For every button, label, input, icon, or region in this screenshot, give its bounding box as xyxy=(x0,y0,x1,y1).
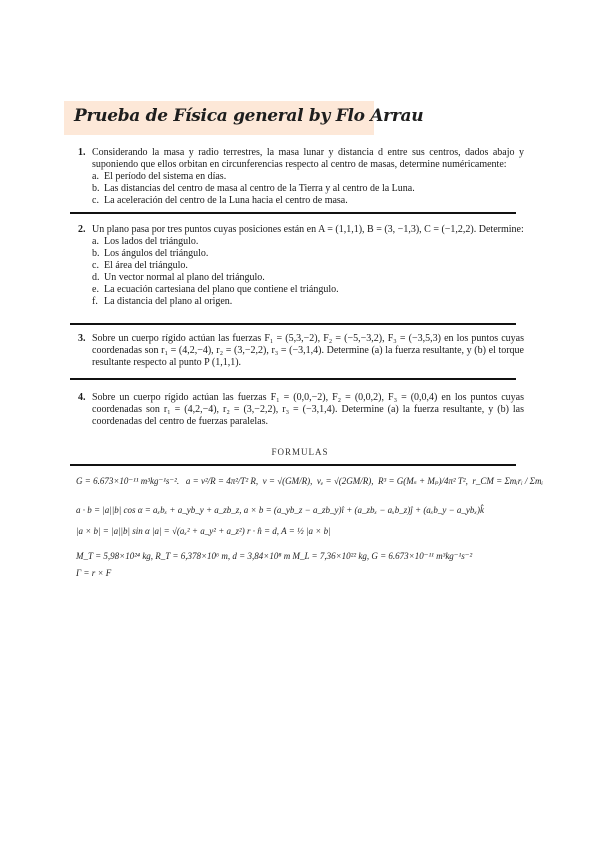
list-item: d. Un vector normal al plano del triángulo. xyxy=(92,272,265,283)
formula-line-3: |a × b| = |a||b| sin α |a| = √(aₓ² + a_y² + a_z²) r · n̂ = d, A = ½ |a × b| xyxy=(76,526,331,536)
list-item: f. La distancia del plano al origen. xyxy=(92,296,233,307)
formula-line-5: Γ = r × F xyxy=(76,568,112,578)
list-item: a. Los lados del triángulo. xyxy=(92,236,199,247)
formula-acceleration: a = v²/R = 4π²/T² R, xyxy=(185,476,259,486)
question-text: Considerando la masa y radio terrestres, la masa lunar y distancia d entre sus centros, dados abajo y suponiendo que ellos orbitan en circunferencias respecto al centro de masas, determine numéricamente: xyxy=(92,147,524,170)
formula-line-1 xyxy=(76,476,543,487)
formula-velocity: v = √(GM/R), xyxy=(262,476,313,486)
list-item: c. La aceleración del centro de la Luna hacia el centro de masa. xyxy=(92,195,348,206)
question-number: 4. xyxy=(78,392,86,403)
question-number: 1. xyxy=(78,147,86,158)
page-title: Prueba de Física general by Flo Arrau xyxy=(74,106,424,126)
question-4 xyxy=(78,392,524,428)
formula-center-of-mass: r_CM = Σmᵢrᵢ / Σmᵢ xyxy=(472,476,543,486)
formula-escape-velocity: vₑ = √(2GM/R), xyxy=(316,476,374,486)
question-text: Sobre un cuerpo rígido actúan las fuerzas F₁ = (5,3,−2), F₂ = (−5,−3,2), F₃ = (−3,5,3) en los puntos cuyas coordenadas son r₁ = (4,2,−4), r₂ = (3,−2,2), r₃ = (−3,1,4). Determine (a) la fuerza resultante, y (b) el torque resultante respecto al punto P (1,1,1). xyxy=(92,333,524,368)
divider xyxy=(70,378,516,380)
question-1 xyxy=(78,147,524,207)
formula-line-2: a · b = |a||b| cos α = aₓbₓ + a_yb_y + a_zb_z, a × b = (a_yb_z − a_zb_y)î + (a_zbₓ − aₓb_z)ĵ + (aₓb_y − a_ybₓ)k̂ xyxy=(76,505,484,515)
formulas-heading: FORMULAS xyxy=(271,447,329,457)
question-number: 3. xyxy=(78,333,86,344)
divider xyxy=(70,464,516,466)
question-2 xyxy=(78,224,524,308)
list-item: b. Los ángulos del triángulo. xyxy=(92,248,209,259)
divider xyxy=(70,212,516,214)
question-number: 2. xyxy=(78,224,86,235)
formula-kepler: R³ = G(Mₛ + Mₚ)/4π² T², xyxy=(378,476,468,486)
list-item: e. La ecuación cartesiana del plano que contiene el triángulo. xyxy=(92,284,339,295)
question-3 xyxy=(78,333,524,369)
formula-line-4: M_T = 5,98×10²⁴ kg, R_T = 6,378×10⁶ m, d = 3,84×10⁸ m M_L = 7,36×10²² kg, G = 6.673×10⁻¹¹ m³kg⁻¹s⁻² xyxy=(76,551,473,561)
list-item: b. Las distancias del centro de masa al centro de la Tierra y al centro de la Luna. xyxy=(92,183,415,194)
divider xyxy=(70,323,516,325)
list-item: c. El área del triángulo. xyxy=(92,260,188,271)
question-text: Sobre un cuerpo rígido actúan las fuerzas F₁ = (0,0,−2), F₂ = (0,0,2), F₃ = (0,0,4) en los puntos cuyas coordenadas son r₁ = (4,2,−4), r₂ = (3,−2,2), r₃ = (−3,1,4). Determine (a) la fuerza resultante, y (b) las coordenadas del centro de fuerzas paralelas. xyxy=(92,392,524,427)
list-item: a. El período del sistema en días. xyxy=(92,171,227,182)
formula-G: G = 6.673×10⁻¹¹ m³kg⁻¹s⁻². xyxy=(76,476,180,486)
question-text: Un plano pasa por tres puntos cuyas posiciones están en A = (1,1,1), B = (3, −1,3), C = (−1,2,2). Determine: xyxy=(92,224,524,235)
